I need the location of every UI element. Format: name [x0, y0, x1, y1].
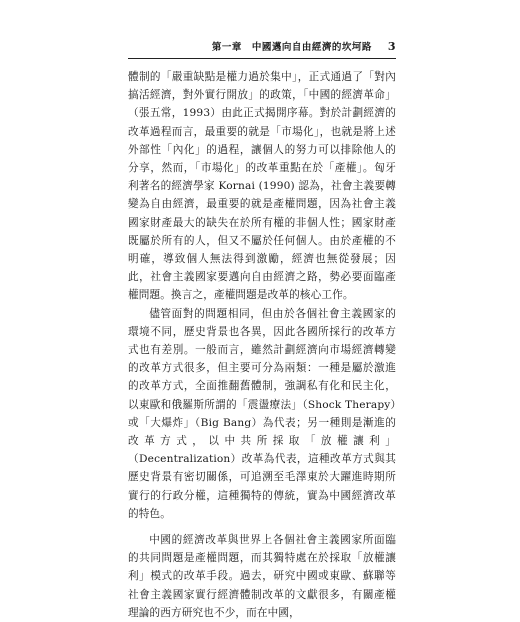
- running-header: [128, 40, 396, 59]
- body-text: [128, 68, 396, 622]
- chapter-title: 第一章 中國邁向自由經濟的坎坷路: [211, 42, 372, 53]
- paragraph-1: 體制的「嚴重缺點是權力過於集中」，正式通過了「對內搞活經濟，對外實行開放」的政策，「中國的經濟革命」（張五常，1993）由此正式揭開序幕。對於計劃經濟的改革過程而言，最重要的就是「市場化」，也就是將上述外部性「內化」的過程，讓個人的努力可以排除他人的分享，然而，「市場化」的改革重點在於「產權」。匈牙利著名的經濟學家 Kornai (1990) 認為，社會主義要轉變為自由經濟，最重要的就是產權問題，因為社會主義國家財產最大的缺失在於所有權的非個人性；國家財產既屬於所有的人，但又不屬於任何個人。由於產權的不明確，導致個人無法得到激勵，經濟也無從發展；因此，社會主義國家要邁向自由經濟之路，勢必要面臨產權問題。換言之，產權問題是改革的核心工作。: [128, 71, 396, 302]
- page-number: 3: [387, 40, 396, 53]
- paragraph-2: 儘管面對的問題相同，但由於各個社會主義國家的環境不同，歷史背景也各異，因此各國所採行的改革方式也有差別。一般而言，雖然計劃經濟向市場經濟轉變的改革方式很多，但主要可分為兩類：一種是屬於激進的改革方式，全面推翻舊體制，強調私有化和民主化，以東歐和俄羅斯所謂的「震盪療法」（Shock Therapy）或「大爆炸」（Big Bang）為代表；另一種則是漸進的改革方式，以中共所採取「放權讓利」（Decentralization）改革為代表，這種改革方式與其歷史背景有密切關係，可追溯至毛澤東於大躍進時期所實行的行政分權，這種獨特的傳統，實為中國經濟改革的特色。: [128, 307, 396, 520]
- paragraph-3: 中國的經濟改革與世界上各個社會主義國家所面臨的共同問題是產權問題，而其獨特處在於採取「放權讓利」模式的改革手段。過去，研究中國或東歐、蘇聯等社會主義國家實行經濟體制改革的文獻很多，有關產權理論的西方研究也不少，而在中國，: [128, 534, 396, 619]
